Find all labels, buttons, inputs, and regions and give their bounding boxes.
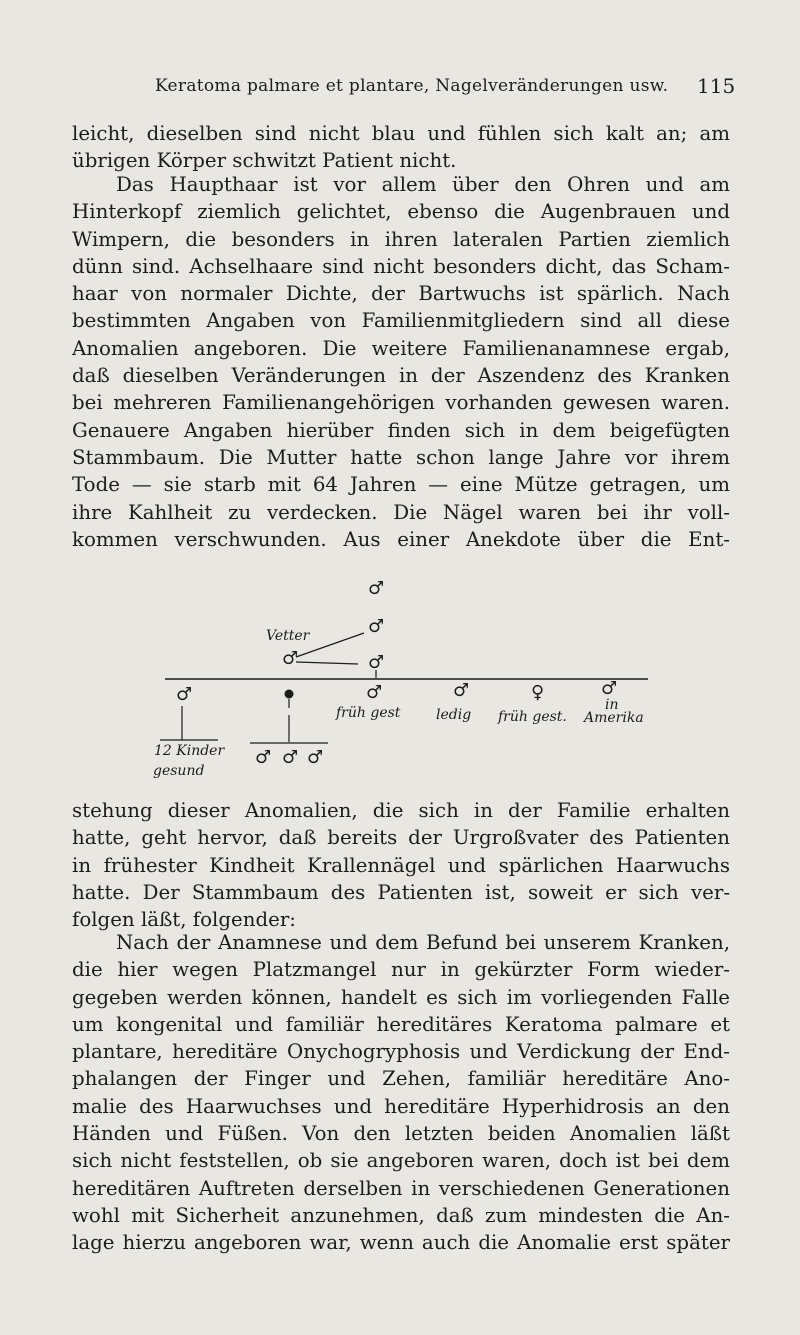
text-line: übrigen Körper schwitzt Patient nicht.	[72, 149, 457, 173]
pedigree-label-frueh-gest: früh gest	[336, 705, 401, 721]
running-title: Keratoma palmare et plantare, Nagelveränderungen usw.	[155, 76, 669, 96]
ancestor-male-symbol: ♂	[368, 616, 385, 637]
text-line: gegeben werden können, handelt es sich im vorliegenden Falle	[72, 985, 730, 1009]
text-line: bei mehreren Familienangehörigen vorhanden gewesen waren.	[72, 391, 730, 415]
text-line: hatte. Der Stammbaum des Patienten ist, soweit er sich ver-	[72, 880, 730, 904]
ancestor-male-symbol: ♂	[368, 578, 385, 599]
text-line: Nach der Anamnese und dem Befund bei unserem Kranken,	[116, 931, 730, 954]
pedigree-label-12-kinder: 12 Kinder	[154, 743, 225, 759]
text-line: um kongenital und familiär hereditäres Keratoma palmare et	[72, 1012, 730, 1036]
text-line: ihre Kahlheit zu verdecken. Die Nägel waren bei ihr voll-	[72, 500, 730, 524]
text-line: hatte, geht hervor, daß bereits der Urgroßvater des Patienten	[72, 826, 730, 850]
paragraph-1	[72, 120, 730, 175]
pedigree-label-gesund: gesund	[153, 763, 205, 779]
text-line: Anomalien angeboren. Die weitere Familienanamnese ergab,	[72, 336, 730, 360]
paragraph-2	[72, 171, 730, 553]
patient-symbol	[285, 690, 294, 699]
paragraph-3	[72, 797, 730, 933]
paragraph-4	[72, 929, 730, 1257]
pedigree-label-vetter: Vetter	[266, 628, 310, 644]
sibling-male-symbol: ♂	[366, 682, 383, 703]
text-line: malie des Haarwuchses und hereditäre Hyperhidrosis an den	[72, 1094, 730, 1118]
cousin-link-line	[296, 662, 358, 664]
text-line: folgen läßt, folgender:	[72, 908, 296, 932]
text-line: die hier wegen Platzmangel nur in gekürzter Form wieder-	[72, 958, 730, 982]
text-line: sich nicht feststellen, ob sie angeboren waren, doch ist bei dem	[72, 1149, 730, 1173]
text-line: in frühester Kindheit Krallennägel und spärlichen Haarwuchs	[72, 853, 730, 877]
pedigree-label-amerika: Amerika	[584, 710, 644, 726]
text-line: Stammbaum. Die Mutter hatte schon lange Jahre vor ihrem	[72, 445, 730, 469]
sibling-female-symbol: ♀	[531, 682, 545, 703]
text-line: dünn sind. Achselhaare sind nicht besonders dicht, das Scham-	[72, 254, 730, 278]
sibling-male-symbol: ♂	[601, 678, 618, 699]
text-line: plantare, hereditäre Onychogryphosis und Verdickung der End-	[72, 1040, 730, 1064]
cousin-male-symbol: ♂	[282, 648, 299, 669]
text-line: Genauere Angaben hierüber finden sich in dem beigefügten	[72, 418, 730, 442]
text-line: haar von normaler Dichte, der Bartwuchs ist spärlich. Nach	[72, 282, 730, 306]
text-line: Händen und Füßen. Von den letzten beiden Anomalien läßt	[72, 1122, 730, 1146]
text-line: wohl mit Sicherheit anzunehmen, daß zum mindesten die An-	[72, 1203, 730, 1227]
text-line: phalangen der Finger und Zehen, familiär hereditäre Ano-	[72, 1067, 730, 1091]
parent-male-symbol: ♂	[368, 652, 385, 673]
text-line: Tode — sie starb mit 64 Jahren — eine Mütze getragen, um	[72, 473, 730, 497]
text-line: Hinterkopf ziemlich gelichtet, ebenso die Augenbrauen und	[72, 200, 730, 224]
sibling-male-symbol: ♂	[176, 684, 193, 705]
child-male-symbol: ♂	[282, 747, 299, 768]
pedigree-label-ledig: ledig	[436, 707, 472, 723]
pedigree-label-frueh-gest: früh gest.	[498, 709, 567, 725]
sibling-male-symbol: ♂	[453, 680, 470, 701]
page-header	[0, 74, 800, 104]
text-line: lage hierzu angeboren war, wenn auch die Anomalie erst später	[72, 1231, 730, 1255]
text-line: leicht, dieselben sind nicht blau und fühlen sich kalt an; am	[72, 122, 730, 145]
text-line: stehung dieser Anomalien, die sich in der Familie erhalten	[72, 799, 730, 822]
child-male-symbol: ♂	[255, 747, 272, 768]
text-line: kommen verschwunden. Aus einer Anekdote über die Ent-	[72, 527, 730, 551]
text-line: hereditären Auftreten derselben in verschiedenen Generationen	[72, 1176, 730, 1200]
child-male-symbol: ♂	[307, 747, 324, 768]
text-line: daß dieselben Veränderungen in der Aszendenz des Kranken	[72, 364, 730, 388]
text-line: Wimpern, die besonders in ihren lateralen Partien ziemlich	[72, 227, 730, 251]
pedigree-chart	[0, 560, 800, 790]
pedigree-label-in: in	[605, 697, 619, 713]
text-line: Das Haupthaar ist vor allem über den Ohren und am	[116, 173, 730, 196]
text-line: bestimmten Angaben von Familienmitgliedern sind all diese	[72, 309, 730, 333]
page-number: 115	[697, 74, 736, 98]
